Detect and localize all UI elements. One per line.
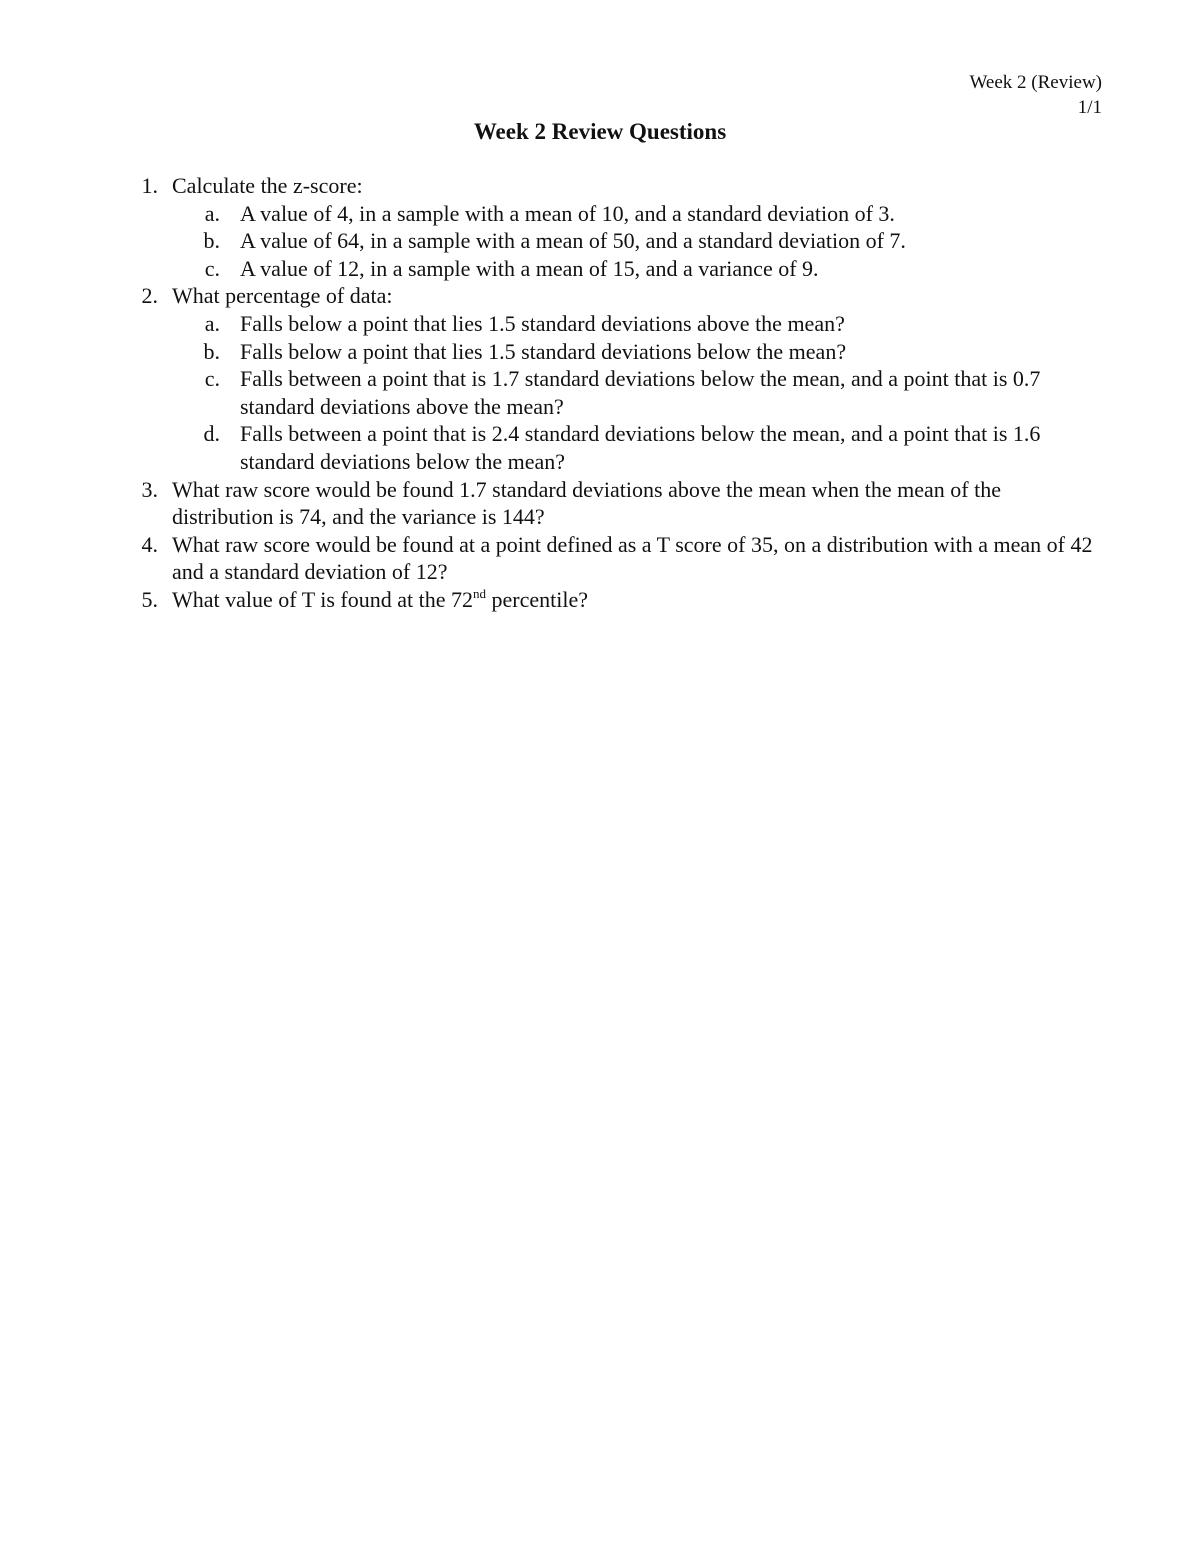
question-text: What raw score would be found 1.7 standard deviations above the mean when the mean of the distribution is 74, and the variance is 144? [172,476,1002,530]
question-number: 4. [141,531,158,557]
question-text-after: percentile? [486,586,589,612]
question-2b [0,338,1200,366]
subquestion-label: b. [203,228,220,254]
question-3 [0,476,1200,531]
header-page-number: 1/1 [1077,97,1102,118]
subquestion-text: A value of 12, in a sample with a mean of 15, and a variance of 9. [240,255,819,281]
subquestion-text: Falls between a point that is 1.7 standard deviations below the mean, and a point that is 0.7 standard deviations above the mean? [240,366,1041,419]
subquestion-label: c. [204,255,220,281]
question-text-before: What value of T is found at the 72 [172,586,474,612]
subquestion-text: A value of 64, in a sample with a mean of 50, and a standard deviation of 7. [240,228,906,254]
question-text: Calculate the z-score: [172,173,363,198]
page-title: Week 2 Review Questions [473,119,727,144]
header-week-label: Week 2 (Review) [969,72,1102,93]
question-text: What raw score would be found at a point defined as a T score of 35, on a distribution with a mean of 42 and a standard deviation of 12? [172,531,1093,585]
subquestion-label: b. [203,338,220,364]
question-5 [0,586,1200,614]
question-4 [0,531,1200,586]
ordinal-suffix: nd [473,585,487,601]
question-number: 1. [141,173,158,198]
subquestion-text: Falls between a point that is 2.4 standard deviations below the mean, and a point that is 1.6 standard deviations below the mean? [240,421,1041,474]
question-1a [0,200,1200,228]
question-text [172,586,1095,614]
subquestion-text: Falls below a point that lies 1.5 standard deviations below the mean? [240,338,847,364]
question-2 [0,282,1200,310]
question-text: What percentage of data: [172,283,393,309]
question-2d [0,420,1200,475]
question-1 [0,172,1200,200]
question-number: 2. [141,283,158,309]
subquestion-label: a. [204,200,220,226]
question-1b [0,227,1200,255]
question-list [0,172,1200,614]
question-number: 5. [141,586,158,612]
subquestion-label: c. [204,366,220,392]
question-number: 3. [141,476,158,502]
subquestion-text: A value of 4, in a sample with a mean of 10, and a standard deviation of 3. [240,200,895,226]
subquestion-label: d. [203,421,220,447]
page-header [970,70,1102,120]
question-2c [0,365,1200,420]
question-2a [0,310,1200,338]
question-1c [0,255,1200,283]
subquestion-text: Falls below a point that lies 1.5 standard deviations above the mean? [240,310,845,336]
subquestion-label: a. [204,310,220,336]
